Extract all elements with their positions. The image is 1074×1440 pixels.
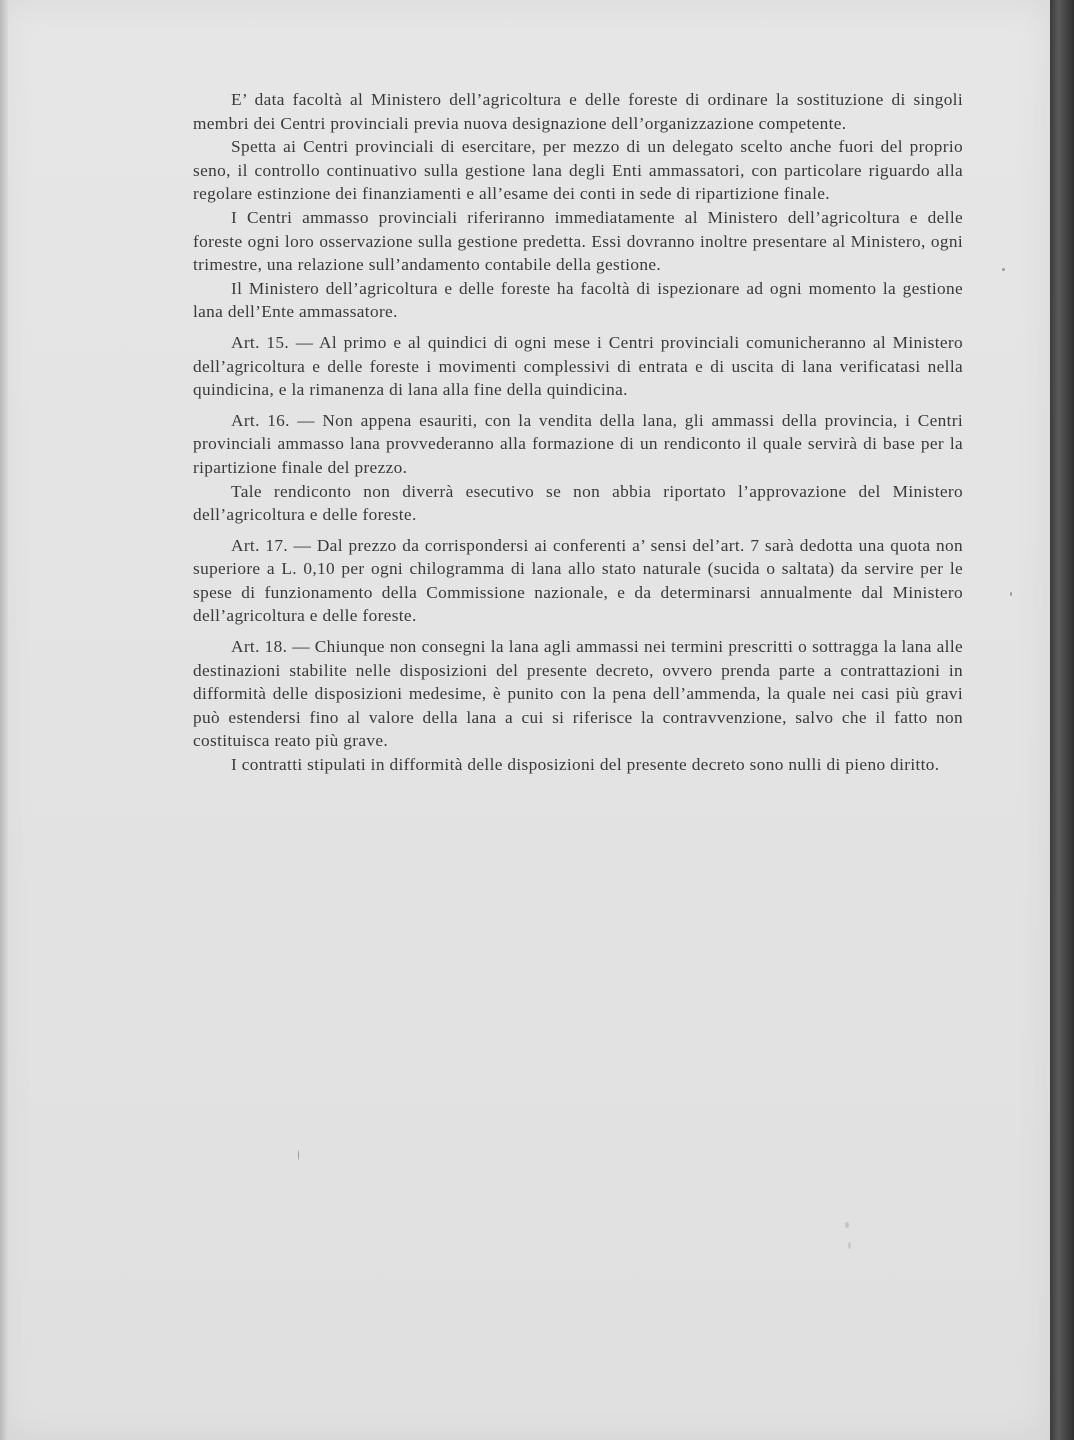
page-binding-edge <box>1050 0 1074 1440</box>
paragraph-ispezione: Il Ministero dell’agricoltura e delle foreste ha facoltà di ispezionare ad ogni momento la gestione lana dell’Ente ammassatore. <box>193 278 963 322</box>
article-16: Art. 16. — Non appena esauriti, con la vendita della lana, gli ammassi della provincia, i Centri provinciali ammasso lana provvederanno alla formazione di un rendiconto il quale servirà di base per la ripartizione finale del prezzo. <box>193 410 963 477</box>
paragraph-riferimento-ministero: I Centri ammasso provinciali riferiranno immediatamente al Ministero dell’agricoltura e delle foreste ogni loro osservazione sulla gestione predetta. Essi dovranno inoltre presentare al Ministero, ogni trimestre, una relazione sull’andamento contabile della gestione. <box>193 207 963 275</box>
paragraph-rendiconto: Tale rendiconto non diverrà esecutivo se non abbia riportato l’approvazione del Ministero dell’agricoltura e delle foreste. <box>193 481 963 525</box>
paper-speck <box>848 1242 851 1249</box>
paragraph-contratti-nulli: I contratti stipulati in difformità delle disposizioni del presente decreto sono nulli di pieno diritto. <box>231 755 940 775</box>
body-text <box>193 88 963 777</box>
paper-speck <box>1002 268 1005 271</box>
paper-speck <box>298 1150 299 1160</box>
article-18: Art. 18. — Chiunque non consegni la lana agli ammassi nei termini prescritti o sottragga la lana alle destinazioni stabilite nelle disposizioni del presente decreto, ovvero prenda parte a contrattazioni in difformità delle disposizioni medesime, è punito con la pena dell’ammenda, la quale nei casi più gravi può estendersi fino al valore della lana a cui si riferisce la contravvenzione, salvo che il fatto non costituisca reato più grave. <box>193 637 963 751</box>
paper-speck <box>845 1222 849 1228</box>
article-15: Art. 15. — Al primo e al quindici di ogni mese i Centri provinciali comunicheranno al Ministero dell’agricoltura e delle foreste i movimenti complessivi di entrata e di uscita di lana verificatasi nella quindicina, e la rimanenza di lana alla fine della quindicina. <box>193 332 963 400</box>
paper-speck <box>1010 592 1012 596</box>
paragraph-controllo-gestione: Spetta ai Centri provinciali di esercitare, per mezzo di un delegato scelto anche fuori del proprio seno, il controllo continuativo sulla gestione lana degli Enti ammassatori, con particolare riguardo alla regolare estinzione dei finanziamenti e all’esame dei conti in sede di ripartizione finale. <box>193 137 963 204</box>
article-17: Art. 17. — Dal prezzo da corrispondersi ai conferenti a’ sensi del’art. 7 sarà dedotta una quota non superiore a L. 0,10 per ogni chilogramma di lana allo stato naturale (sucida o saltata) da servire per le spese di funzionamento della Commissione nazionale, e da determinarsi annualmente dal Ministero dell’agricoltura e delle foreste. <box>193 535 963 626</box>
paragraph-sostituzione-membri: E’ data facoltà al Ministero dell’agricoltura e delle foreste di ordinare la sostituzione di singoli membri dei Centri provinciali previa nuova designazione dell’organizzazione competente. <box>193 90 963 133</box>
page-left-border <box>0 0 8 1440</box>
